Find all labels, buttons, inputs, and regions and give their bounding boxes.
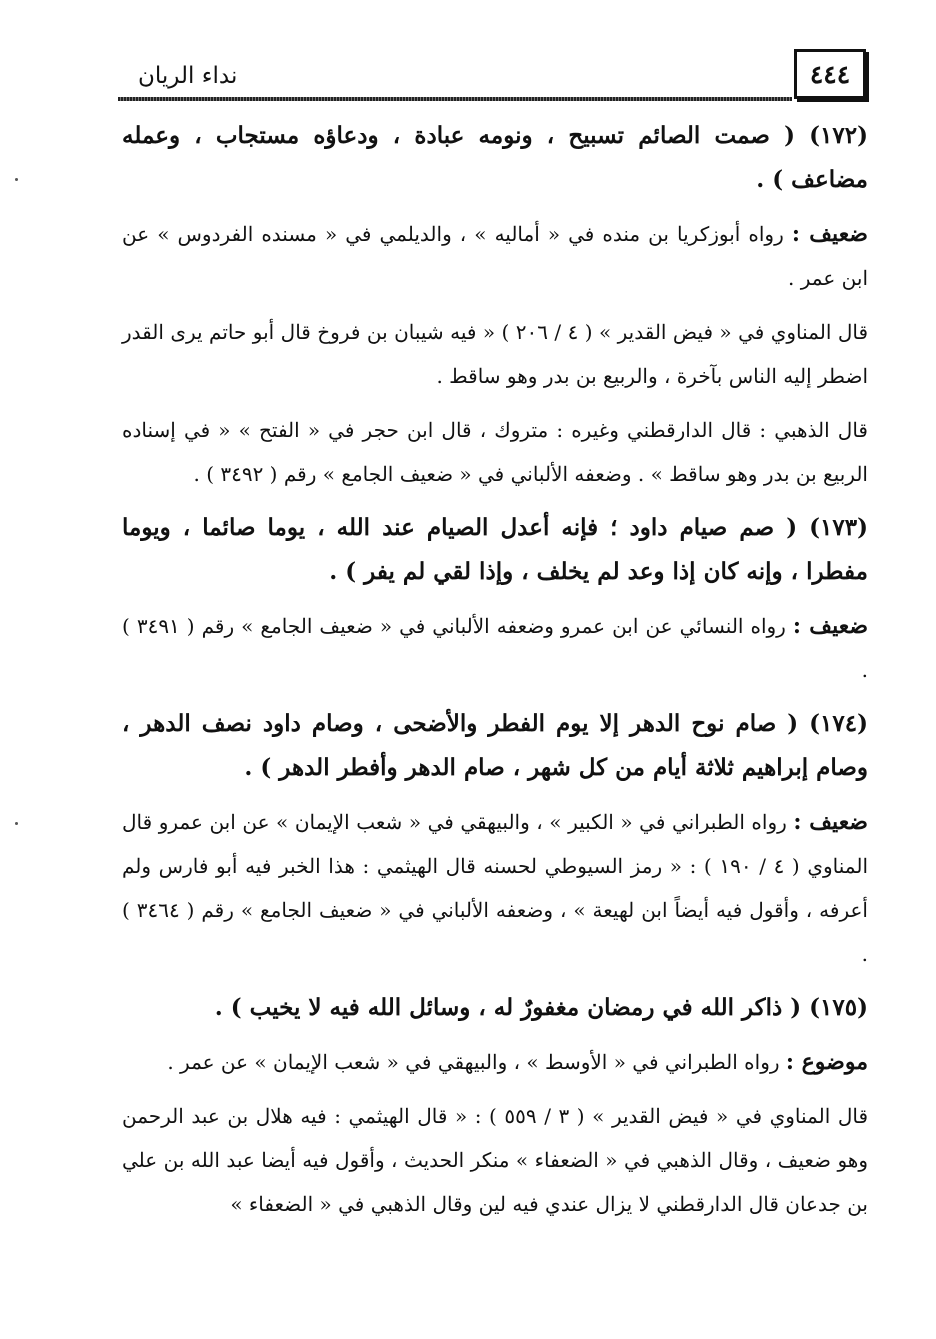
grading-note	[122, 800, 868, 976]
hadith-entry-174: (١٧٤) ( صام نوح الدهر إلا يوم الفطر والأضحى ، وصام داود نصف الدهر ، وصام إبراهيم ثلاثة أيام من كل شهر ، صام الدهر وأفطر الدهر ) .	[122, 710, 868, 781]
commentary-paragraph: قال المناوي في « فيض القدير » ( ٤ / ٢٠٦ ) « فيه شيبان بن فروخ قال أبو حاتم يرى القدر اضطر إليه الناس بآخرة ، والربيع بن بدر وهو ساقط .	[122, 320, 869, 388]
hadith-entry-173: (١٧٣) ( صم صيام داود ؛ فإنه أعدل الصيام عند الله ، يوما صائما ، ويوما مفطرا ، وإنه كان إذا وعد لم يخلف ، وإذا لقي لم يفر ) .	[122, 514, 868, 585]
commentary-paragraph: قال المناوي في « فيض القدير » ( ٣ / ٥٥٩ ) : « قال الهيثمي : فيه هلال بن عبد الرحمن وهو ضعيف ، وقال الذهبي في « الضعفاء » منكر الحديث ، وأقول فيه أيضا عبد الله بن علي بن جدعان قال الدارقطني لا يزال عندي فيه لين وقال الذهبي في « الضعفاء »	[122, 1104, 869, 1216]
note-text: رواه الطبراني في « الأوسط » ، والبيهقي في « شعب الإيمان » عن عمر .	[167, 1050, 786, 1074]
hadith-entry-175: (١٧٥) ( ذاكر الله في رمضان مغفورٌ له ، وسائل الله فيه لا يخيب ) .	[214, 994, 868, 1021]
header-rule	[118, 97, 792, 101]
scan-speck	[15, 178, 18, 181]
page-number: ٤٤٤	[794, 49, 866, 99]
note-text: رواه أبوزكريا بن منده في « أماليه » ، والديلمي في « مسنده الفردوس » عن ابن عمر .	[122, 222, 868, 290]
note-text: رواه الطبراني في « الكبير » ، والبيهقي في « شعب الإيمان » عن ابن عمرو قال المناوي ( ٤ / ١٩٠ ) : « رمز السيوطي لحسنه قال الهيثمي : هذا الخبر فيه أبو فارس ولم أعرفه ، وأقول فيه أيضاً ابن لهيعة » ، وضعفه الألباني في « ضعيف الجامع » رقم ( ٣٤٦٤ ) .	[122, 810, 868, 966]
grading-note	[122, 212, 868, 300]
grade-label: ضعيف :	[793, 809, 868, 835]
grade-label: ضعيف :	[791, 221, 868, 247]
grade-label: ضعيف :	[792, 613, 869, 639]
running-title: نداء الريان	[138, 63, 238, 89]
page-content	[122, 114, 868, 1236]
hadith-entry-172: (١٧٢) ( صمت الصائم تسبيح ، ونومه عبادة ، ودعاؤه مستجاب ، وعمله مضاعف ) .	[122, 122, 868, 193]
note-text: رواه النسائي عن ابن عمرو وضعفه الألباني في « ضعيف الجامع » رقم ( ٣٤٩١ ) .	[122, 614, 868, 682]
grade-label: موضوع :	[785, 1049, 868, 1075]
page-header	[118, 45, 866, 103]
scan-speck	[15, 822, 18, 825]
commentary-paragraph: قال الذهبي : قال الدارقطني وغيره : متروك ، قال ابن حجر في « الفتح » « في إسناده الربيع بن بدر وهو ساقط » . وضعفه الألباني في « ضعيف الجامع » رقم ( ٣٤٩٢ ) .	[122, 418, 868, 486]
grading-note	[122, 604, 868, 692]
grading-note	[122, 1040, 868, 1084]
